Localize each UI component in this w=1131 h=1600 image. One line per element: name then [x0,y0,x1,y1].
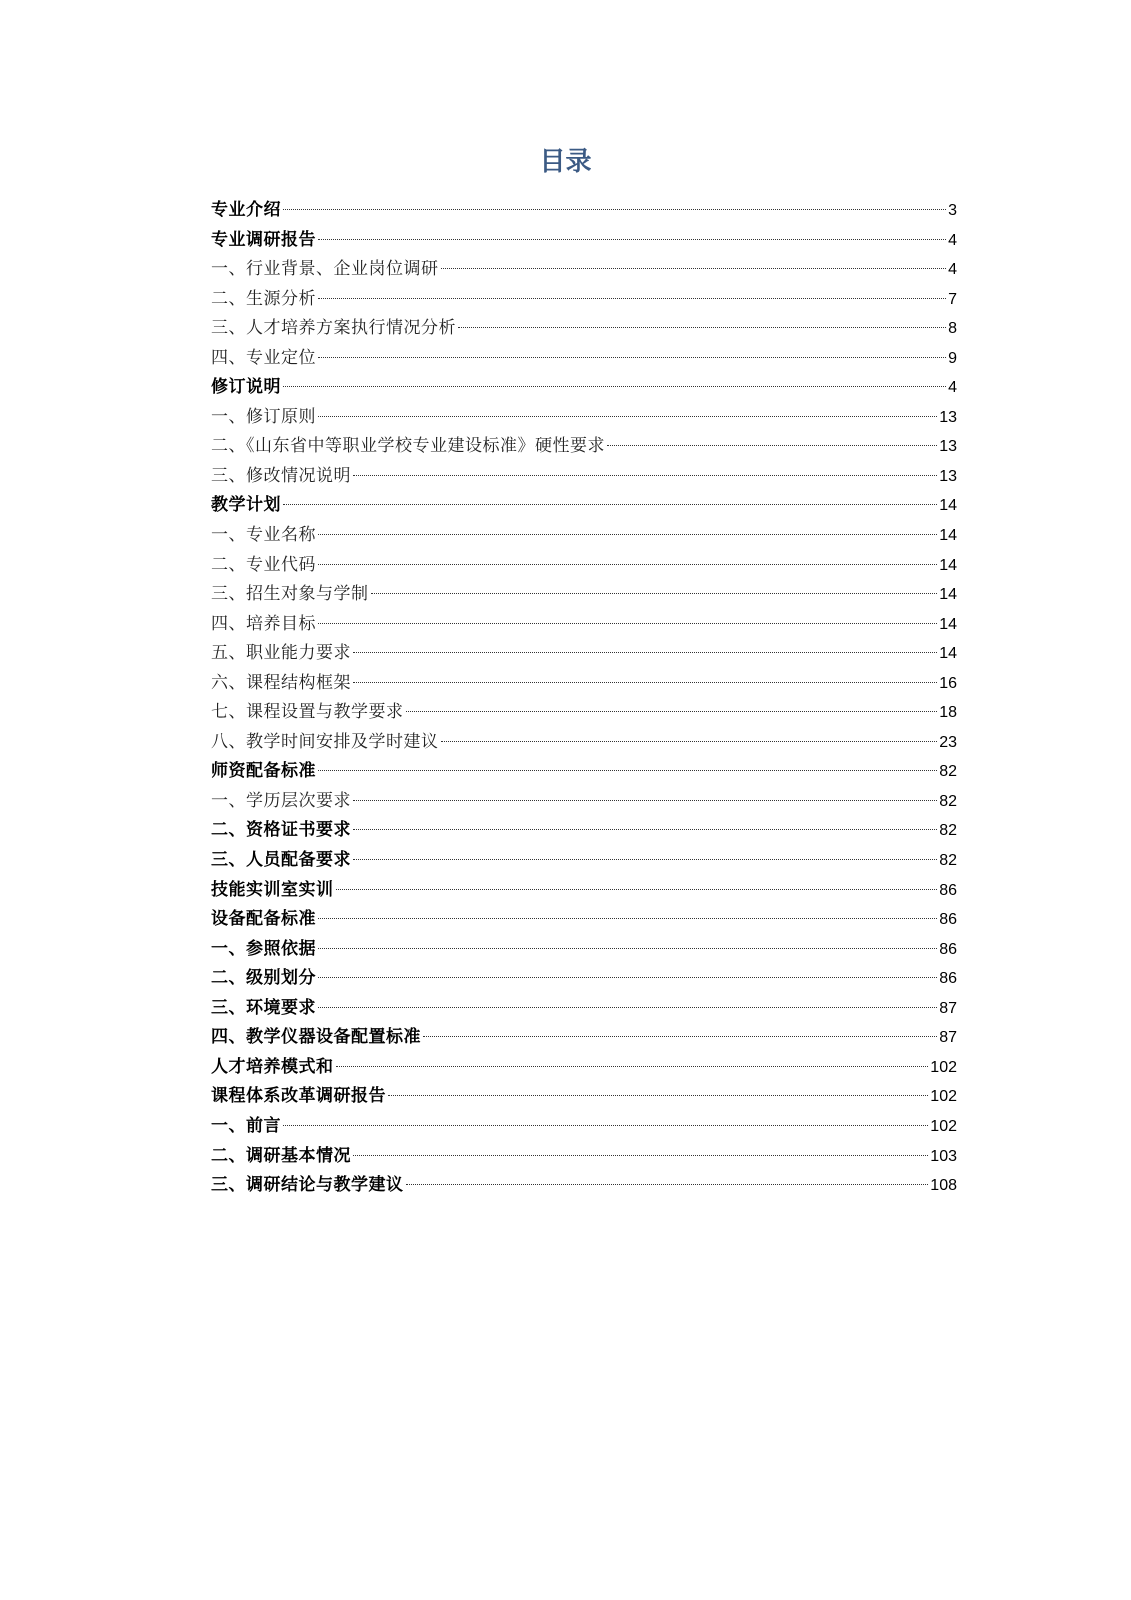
toc-entry[interactable] [211,639,957,669]
toc-page-number: 14 [939,556,957,574]
toc-dot-leader [458,327,946,328]
toc-dot-leader [283,1125,928,1126]
toc-page-number: 86 [939,881,957,899]
toc-dot-leader [388,1095,928,1096]
toc-entry-text: 三、招生对象与学制 [211,584,369,605]
toc-page-number: 86 [939,940,957,958]
toc-page-number: 14 [939,615,957,633]
toc-dot-leader [353,800,937,801]
toc-dot-leader [423,1036,937,1037]
toc-entry[interactable] [211,698,957,728]
toc-entry-text: 人才培养模式和 [211,1056,334,1077]
toc-entry-text: 二、调研基本情况 [211,1145,351,1166]
toc-page-number: 13 [939,408,957,426]
toc-entry-text: 二、专业代码 [211,554,316,575]
table-of-contents [211,196,957,1201]
toc-page-number: 4 [948,379,957,397]
toc-entry[interactable] [211,432,957,462]
toc-page-number: 14 [939,645,957,663]
toc-entry[interactable] [211,314,957,344]
toc-page-number: 3 [948,202,957,219]
toc-entry-text: 四、专业定位 [211,347,316,368]
toc-entry[interactable] [211,876,957,906]
toc-dot-leader [318,1007,937,1008]
toc-entry-text: 一、行业背景、企业岗位调研 [211,259,439,280]
toc-page-number: 16 [939,674,957,692]
toc-page-number: 8 [948,320,957,338]
toc-page-number: 23 [939,733,957,751]
toc-entry[interactable] [211,344,957,374]
toc-entry-text: 四、培养目标 [211,613,316,634]
toc-dot-leader [353,652,937,653]
toc-entry[interactable] [211,935,957,965]
toc-page-number: 4 [948,261,957,279]
toc-dot-leader [283,386,946,387]
toc-entry-text: 二、《山东省中等职业学校专业建设标准》硬性要求 [211,436,605,457]
toc-entry-text: 修订说明 [211,377,281,398]
toc-dot-leader [318,918,937,919]
toc-entry-text: 三、人才培养方案执行情况分析 [211,318,456,339]
toc-dot-leader [318,416,937,417]
toc-entry-text: 一、前言 [211,1115,281,1136]
toc-dot-leader [336,1066,929,1067]
toc-entry[interactable] [211,1142,957,1172]
toc-dot-leader [353,475,937,476]
toc-page-number: 86 [939,911,957,929]
toc-dot-leader [318,948,937,949]
toc-page-number: 87 [939,999,957,1017]
toc-entry-text: 一、学历层次要求 [211,790,351,811]
toc-entry-text: 七、课程设置与教学要求 [211,702,404,723]
toc-page-number: 4 [948,231,957,249]
toc-entry[interactable] [211,757,957,787]
toc-entry[interactable] [211,1023,957,1053]
toc-entry-text: 三、环境要求 [211,997,316,1018]
toc-entry-text: 二、资格证书要求 [211,820,351,841]
toc-entry[interactable] [211,1082,957,1112]
toc-page-number: 13 [939,438,957,456]
toc-entry[interactable] [211,373,957,403]
toc-entry-text: 三、人员配备要求 [211,850,351,871]
toc-page-number: 82 [939,822,957,840]
toc-dot-leader [353,1155,928,1156]
toc-entry[interactable] [211,728,957,758]
toc-page-number: 102 [930,1088,957,1106]
toc-page-number: 102 [930,1117,957,1135]
toc-dot-leader [406,711,938,712]
toc-entry-text: 三、修改情况说明 [211,465,351,486]
toc-entry-text: 设备配备标准 [211,909,316,930]
toc-dot-leader [441,741,938,742]
toc-entry-text: 课程体系改革调研报告 [211,1086,386,1107]
toc-entry[interactable] [211,521,957,551]
toc-entry-text: 三、调研结论与教学建议 [211,1175,404,1196]
toc-entry-text: 一、参照依据 [211,938,316,959]
toc-dot-leader [318,239,946,240]
toc-dot-leader [353,682,937,683]
toc-entry-text: 四、教学仪器设备配置标准 [211,1027,421,1048]
toc-entry[interactable] [211,669,957,699]
toc-entry[interactable] [211,580,957,610]
toc-entry[interactable] [211,1053,957,1083]
toc-page-number: 86 [939,970,957,988]
toc-entry[interactable] [211,255,957,285]
toc-entry[interactable] [211,816,957,846]
toc-page-number: 82 [939,763,957,781]
toc-dot-leader [607,445,937,446]
toc-dot-leader [318,357,946,358]
toc-page-number: 108 [930,1177,957,1195]
toc-dot-leader [336,889,938,890]
toc-entry[interactable] [211,226,957,256]
toc-entry[interactable] [211,491,957,521]
toc-dot-leader [371,593,938,594]
toc-entry-text: 技能实训室实训 [211,879,334,900]
toc-page-number: 14 [939,586,957,604]
toc-entry[interactable] [211,462,957,492]
toc-page-number: 102 [930,1058,957,1076]
toc-page-number: 7 [948,290,957,308]
toc-page-number: 13 [939,467,957,485]
toc-dot-leader [353,859,937,860]
toc-page-number: 14 [939,497,957,515]
toc-dot-leader [353,829,937,830]
toc-entry[interactable] [211,994,957,1024]
toc-dot-leader [283,209,946,210]
toc-entry-text: 师资配备标准 [211,761,316,782]
toc-page-number: 87 [939,1029,957,1047]
toc-entry[interactable] [211,1112,957,1142]
toc-dot-leader [283,504,937,505]
toc-entry[interactable] [211,964,957,994]
toc-page-number: 82 [939,852,957,870]
toc-dot-leader [441,268,947,269]
toc-entry-text: 专业介绍 [211,200,281,220]
toc-title: 目录 [539,147,592,177]
toc-entry-text: 一、专业名称 [211,525,316,546]
toc-entry[interactable] [211,1171,957,1201]
toc-entry[interactable] [211,551,957,581]
toc-entry[interactable] [211,905,957,935]
toc-dot-leader [318,770,937,771]
toc-entry[interactable] [211,285,957,315]
toc-entry-text: 二、生源分析 [211,288,316,309]
toc-page-number: 9 [948,349,957,367]
toc-entry-text: 六、课程结构框架 [211,672,351,693]
toc-entry-text: 一、修订原则 [211,406,316,427]
toc-page-number: 103 [930,1147,957,1165]
toc-dot-leader [318,977,937,978]
toc-dot-leader [318,298,946,299]
toc-dot-leader [318,623,937,624]
toc-dot-leader [406,1184,929,1185]
toc-dot-leader [318,534,937,535]
toc-entry[interactable] [211,787,957,817]
toc-entry-text: 八、教学时间安排及学时建议 [211,731,439,752]
toc-entry-text: 二、级别划分 [211,968,316,989]
toc-entry[interactable] [211,610,957,640]
toc-entry-text: 专业调研报告 [211,229,316,250]
toc-page-number: 14 [939,527,957,545]
toc-page-number: 18 [939,704,957,722]
toc-dot-leader [318,564,937,565]
toc-entry[interactable] [211,196,957,226]
toc-entry[interactable] [211,846,957,876]
toc-entry[interactable] [211,403,957,433]
toc-entry-text: 教学计划 [211,495,281,516]
toc-page-number: 82 [939,792,957,810]
toc-entry-text: 五、职业能力要求 [211,643,351,664]
